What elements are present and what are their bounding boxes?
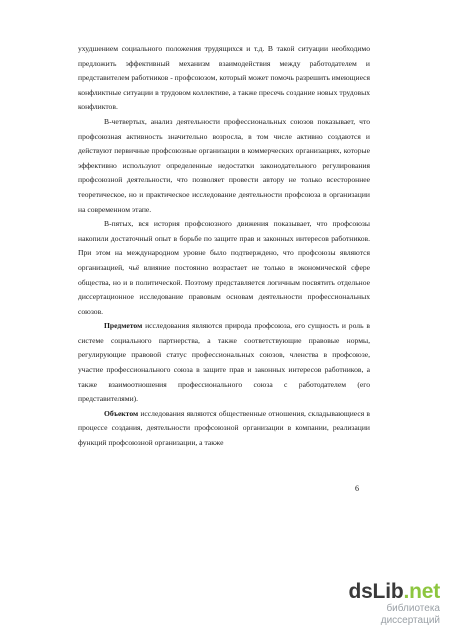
paragraph-5-term: Объектом — [104, 408, 139, 418]
dslib-watermark[interactable] — [332, 581, 440, 627]
dslib-subtitle: библиотека диссертаций — [380, 603, 440, 626]
paragraph-1-text: ухудшением социального положения трудящихся и т.д. В такой ситуации необходимо предложить эффективный механизм взаимодействия между работодателем и представителем работников - профсоюзом, который может помочь разрешить имеющиеся конфликтные ситуации в трудовом коллективе, а также пресечь создание новых трудовых конфликтов. — [78, 44, 370, 112]
paragraph-5 — [78, 407, 370, 451]
paragraph-1 — [78, 42, 370, 115]
paragraph-4-text: исследования являются природа профсоюза, его сущность и роль в системе социального партнерства, а также соответствующие правовые нормы, регулирующие правовой статус профессиональных союзов, членства в профсоюзе, участие профессионального союза в защите прав и законных интересов работников, а также взаимоотношения профессионального союза с работодателем (его представителями). — [78, 321, 370, 404]
dslib-logo — [332, 581, 440, 603]
page-number: 6 — [355, 484, 359, 493]
dslib-logo-domain: .net — [403, 580, 440, 603]
paragraph-3-text: В-пятых, вся история профсоюзного движения показывает, что профсоюзы накопили достаточный опыт в борьбе по защите прав и законных интересов работников. При этом на международном уровне было подтверждено, что профсоюзы являются организацией, чьё влияние постоянно возрастает не только в экономической сфере общества, но и в политической. Поэтому представляется логичным посвятить отдельное диссертационное исследование правовым основам деятельности профессиональных союзов. — [78, 219, 370, 316]
document-page — [78, 42, 370, 451]
paragraph-5-text: исследования являются общественные отношения, складывающиеся в процессе создания, деятельности профсоюзной организации в компании, реализации функций профсоюзной организации, а также — [78, 408, 370, 448]
paragraph-3 — [78, 217, 370, 319]
paragraph-4 — [78, 319, 370, 407]
paragraph-2-text: В-четвертых, анализ деятельности профессиональных союзов показывает, что профсоюзная активность значительно возросла, в том числе активно создаются и действуют первичные профсоюзные организации в коммерческих организациях, которые эффективно используют определенные недостатки законодательного регулирования профсоюзной деятельности, что позволяет провести автору не только всестороннее теоретическое, но и практическое исследование деятельности профсоюза в организации на современном этапе. — [78, 116, 370, 214]
dslib-logo-name: dsLib — [348, 580, 404, 603]
paragraph-2 — [78, 115, 370, 217]
paragraph-4-term: Предметом — [104, 321, 143, 331]
